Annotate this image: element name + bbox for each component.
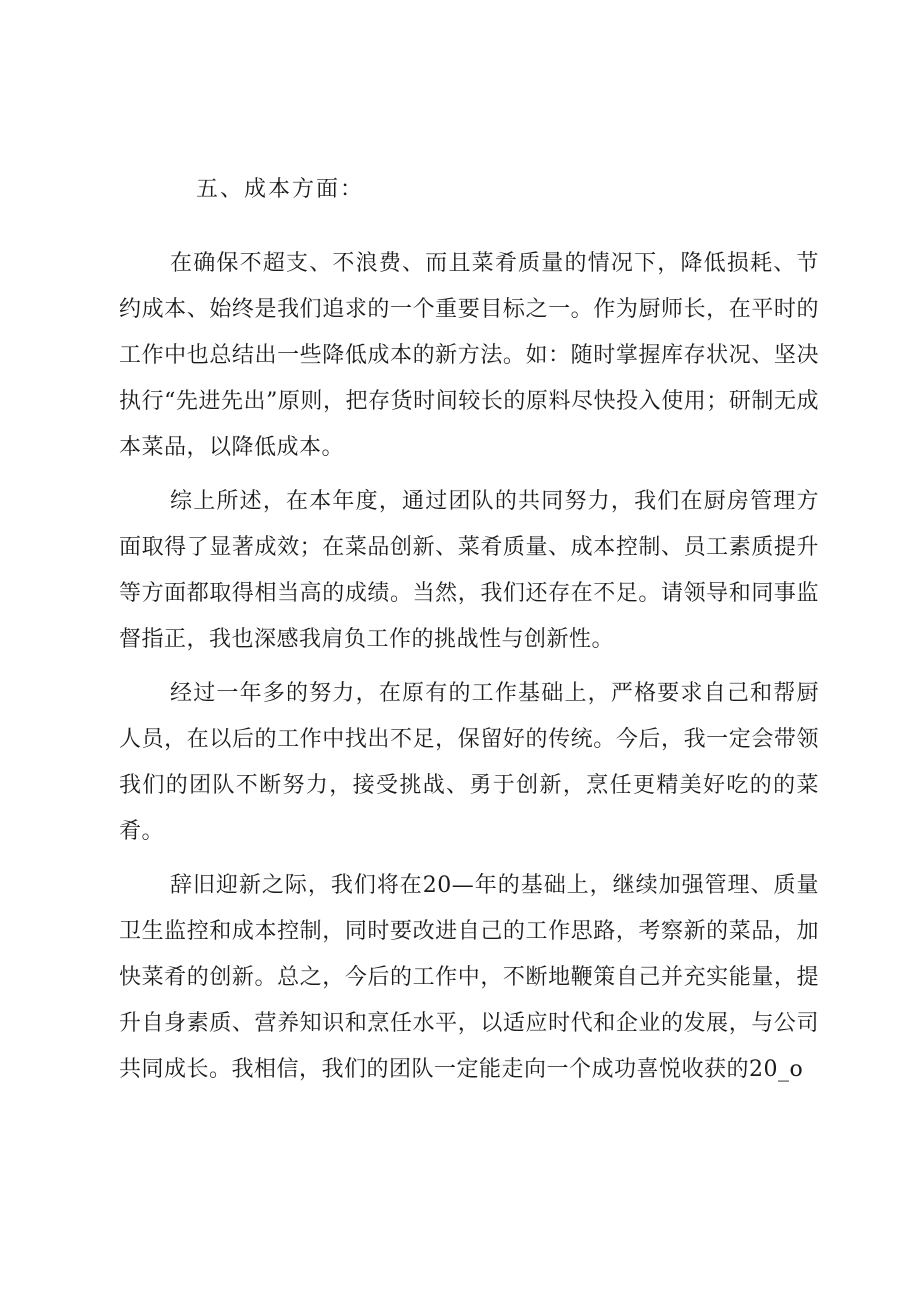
section-heading: 五、成本方面： — [196, 177, 365, 202]
paragraph-outlook: 辞旧迎新之际，我们将在20—年的基础上，继续加强管理、质量卫生监控和成本控制，同时要改进自己的工作思路，考察新的菜品，加快菜肴的创新。总之，今后的工作中，不断地鞭策自己并充实能量，提升自身素质、营养知识和烹任水平，以适应时代和企业的发展，与公司共同成长。我相信，我们的团队一定能走向一个成功喜悦收获的20_o — [119, 873, 819, 1082]
paragraph-summary: 综上所述，在本年度，通过团队的共同努力，我们在厨房管理方面取得了显著成效；在菜品创新、菜肴质量、成本控制、员工素质提升等方面都取得相当高的成绩。当然，我们还存在不足。请领导和同事监督指正，我也深感我肩负工作的挑战性与创新性。 — [119, 489, 819, 652]
paragraph-cost-control: 在确保不超支、不浪费、而且菜肴质量的情况下，降低损耗、节约成本、始终是我们追求的一个重要目标之一。作为厨师长，在平时的工作中也总结出一些降低成本的新方法。如：随时掌握库存状况、坚决执行“先进先出”原则，把存货时间较长的原料尽快投入使用；研制无成本菜品，以降低成本。 — [119, 251, 819, 460]
paragraph-effort: 经过一年多的努力，在原有的工作基础上，严格要求自己和帮厨人员，在以后的工作中找出不足，保留好的传统。今后，我一定会带领我们的团队不断努力，接受挑战、勇于创新，烹任更精美好吃的的菜肴。 — [119, 681, 819, 844]
